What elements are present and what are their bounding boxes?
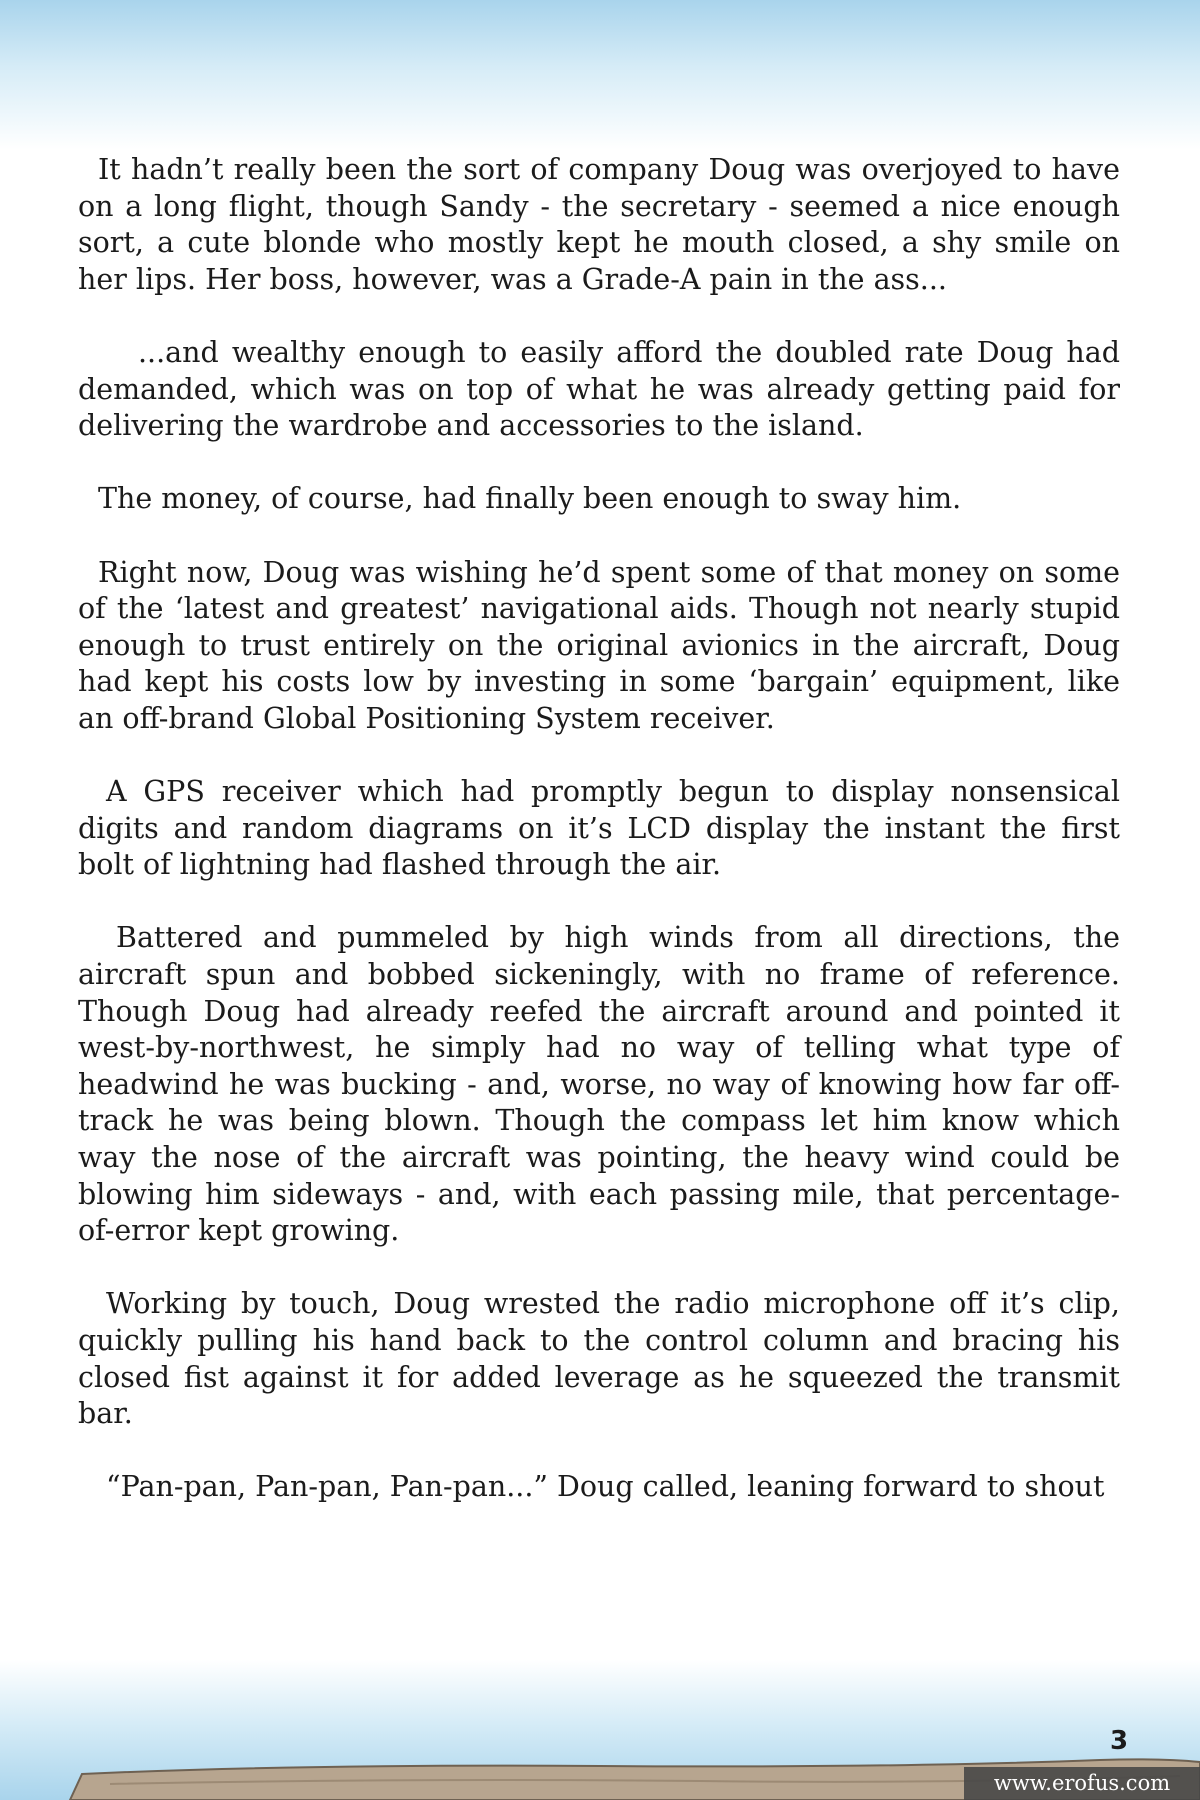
sky-gradient-top — [0, 0, 1200, 150]
story-text — [78, 152, 1120, 1543]
page-number: 3 — [1110, 1726, 1129, 1756]
paragraph: It hadn’t really been the sort of company Doug was overjoyed to have on a long flight, though Sandy - the secretary - seemed a nice enough sort, a cute blonde who mostly kept he mouth closed, a shy smile on her lips. Her boss, however, was a Grade-A pain in the ass... — [78, 153, 1120, 296]
paragraph: ...and wealthy enough to easily afford the doubled rate Doug had demanded, which was on top of what he was already getting paid for delivering the wardrobe and accessories to the island. — [78, 335, 1120, 443]
paragraph: Battered and pummeled by high winds from all directions, the aircraft spun and bobbed sickeningly, with no frame of reference. Though Doug had already reefed the aircraft around and pointed it west-by-northwest, he simply had no way of telling what type of headwind he was bucking - and, worse, no way of knowing how far off-track he was being blown. Though the compass let him know which way the nose of the aircraft was pointing, the heavy wind could be blowing him sideways - and, with each passing mile, that percentage-of-error kept growing. — [78, 921, 1120, 1248]
watermark-link[interactable]: www.erofus.com — [964, 1767, 1200, 1800]
paragraph: The money, of course, had finally been enough to sway him. — [98, 482, 962, 516]
paragraph: Working by touch, Doug wrested the radio microphone off it’s clip, quickly pulling his hand back to the control column and bracing his closed fist against it for added leverage as he squeezed the transmit bar. — [78, 1287, 1120, 1431]
paragraph: “Pan-pan, Pan-pan, Pan-pan...” Doug called, leaning forward to shout — [106, 1470, 1105, 1504]
paragraph: A GPS receiver which had promptly begun to display nonsensical digits and random diagrams on it’s LCD display the instant the first bolt of lightning had flashed through the air. — [78, 775, 1120, 882]
paragraph: Right now, Doug was wishing he’d spent some of that money on some of the ‘latest and greatest’ navigational aids. Though not nearly stupid enough to trust entirely on the original avionics in the aircraft, Doug had kept his costs low by investing in some ‘bargain’ equipment, like an off-brand Global Positioning System receiver. — [78, 555, 1120, 735]
